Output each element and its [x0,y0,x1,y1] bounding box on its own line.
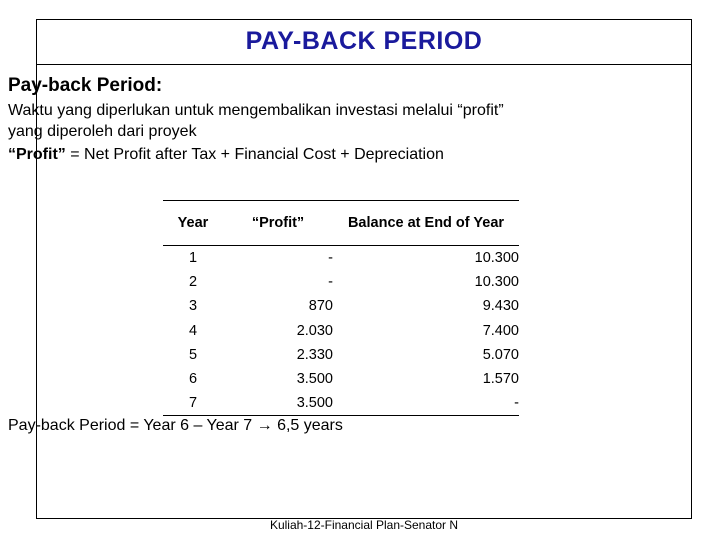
header-year: Year [177,215,209,231]
cell-balance: 5.070 [482,346,519,363]
cell-balance: 7.400 [482,322,519,339]
header-profit: “Profit” [251,215,305,231]
payback-result: Pay-back Period = Year 6 – Year 7 → 6,5 years [8,417,343,434]
profit-definition [8,146,444,164]
cell-year: 6 [188,371,198,388]
profit-label: “Profit” [8,146,66,163]
description-line-1: Waktu yang diperlukan untuk mengembalikan investasi melalui “profit” [8,102,504,119]
table-row [163,319,519,343]
table-header-row [163,201,519,246]
cell-profit: 3.500 [296,395,333,412]
table-row [163,270,519,294]
cell-year: 2 [188,274,198,291]
cell-profit: - [328,274,333,291]
cell-profit: 2.030 [296,322,333,339]
cell-balance: 10.300 [474,250,519,267]
cell-year: 4 [188,322,198,339]
header-balance: Balance at End of Year [347,215,505,231]
cell-year: 1 [188,250,198,267]
cell-year: 5 [188,346,198,363]
table-row [163,367,519,391]
cell-profit: 2.330 [296,346,333,363]
section-heading: Pay-back Period: [8,75,163,96]
payback-table [163,200,519,416]
description-line-2: yang diperoleh dari proyek [8,123,197,140]
cell-balance: 10.300 [474,274,519,291]
slide-title: PAY-BACK PERIOD [245,27,483,55]
table-row [163,294,519,318]
slide-footer: Kuliah-12-Financial Plan-Senator N [269,518,459,532]
cell-profit: 870 [308,298,333,315]
cell-balance: 9.430 [482,298,519,315]
cell-year: 7 [188,395,198,412]
cell-balance: 1.570 [482,371,519,388]
cell-year: 3 [188,298,198,315]
table-row [163,246,519,271]
cell-profit: - [328,250,333,267]
profit-formula: = Net Profit after Tax + Financial Cost + Depreciation [65,146,444,163]
cell-profit: 3.500 [296,371,333,388]
table-row [163,391,519,416]
table-row [163,343,519,367]
cell-balance: - [514,395,519,412]
title-bar [37,20,691,65]
